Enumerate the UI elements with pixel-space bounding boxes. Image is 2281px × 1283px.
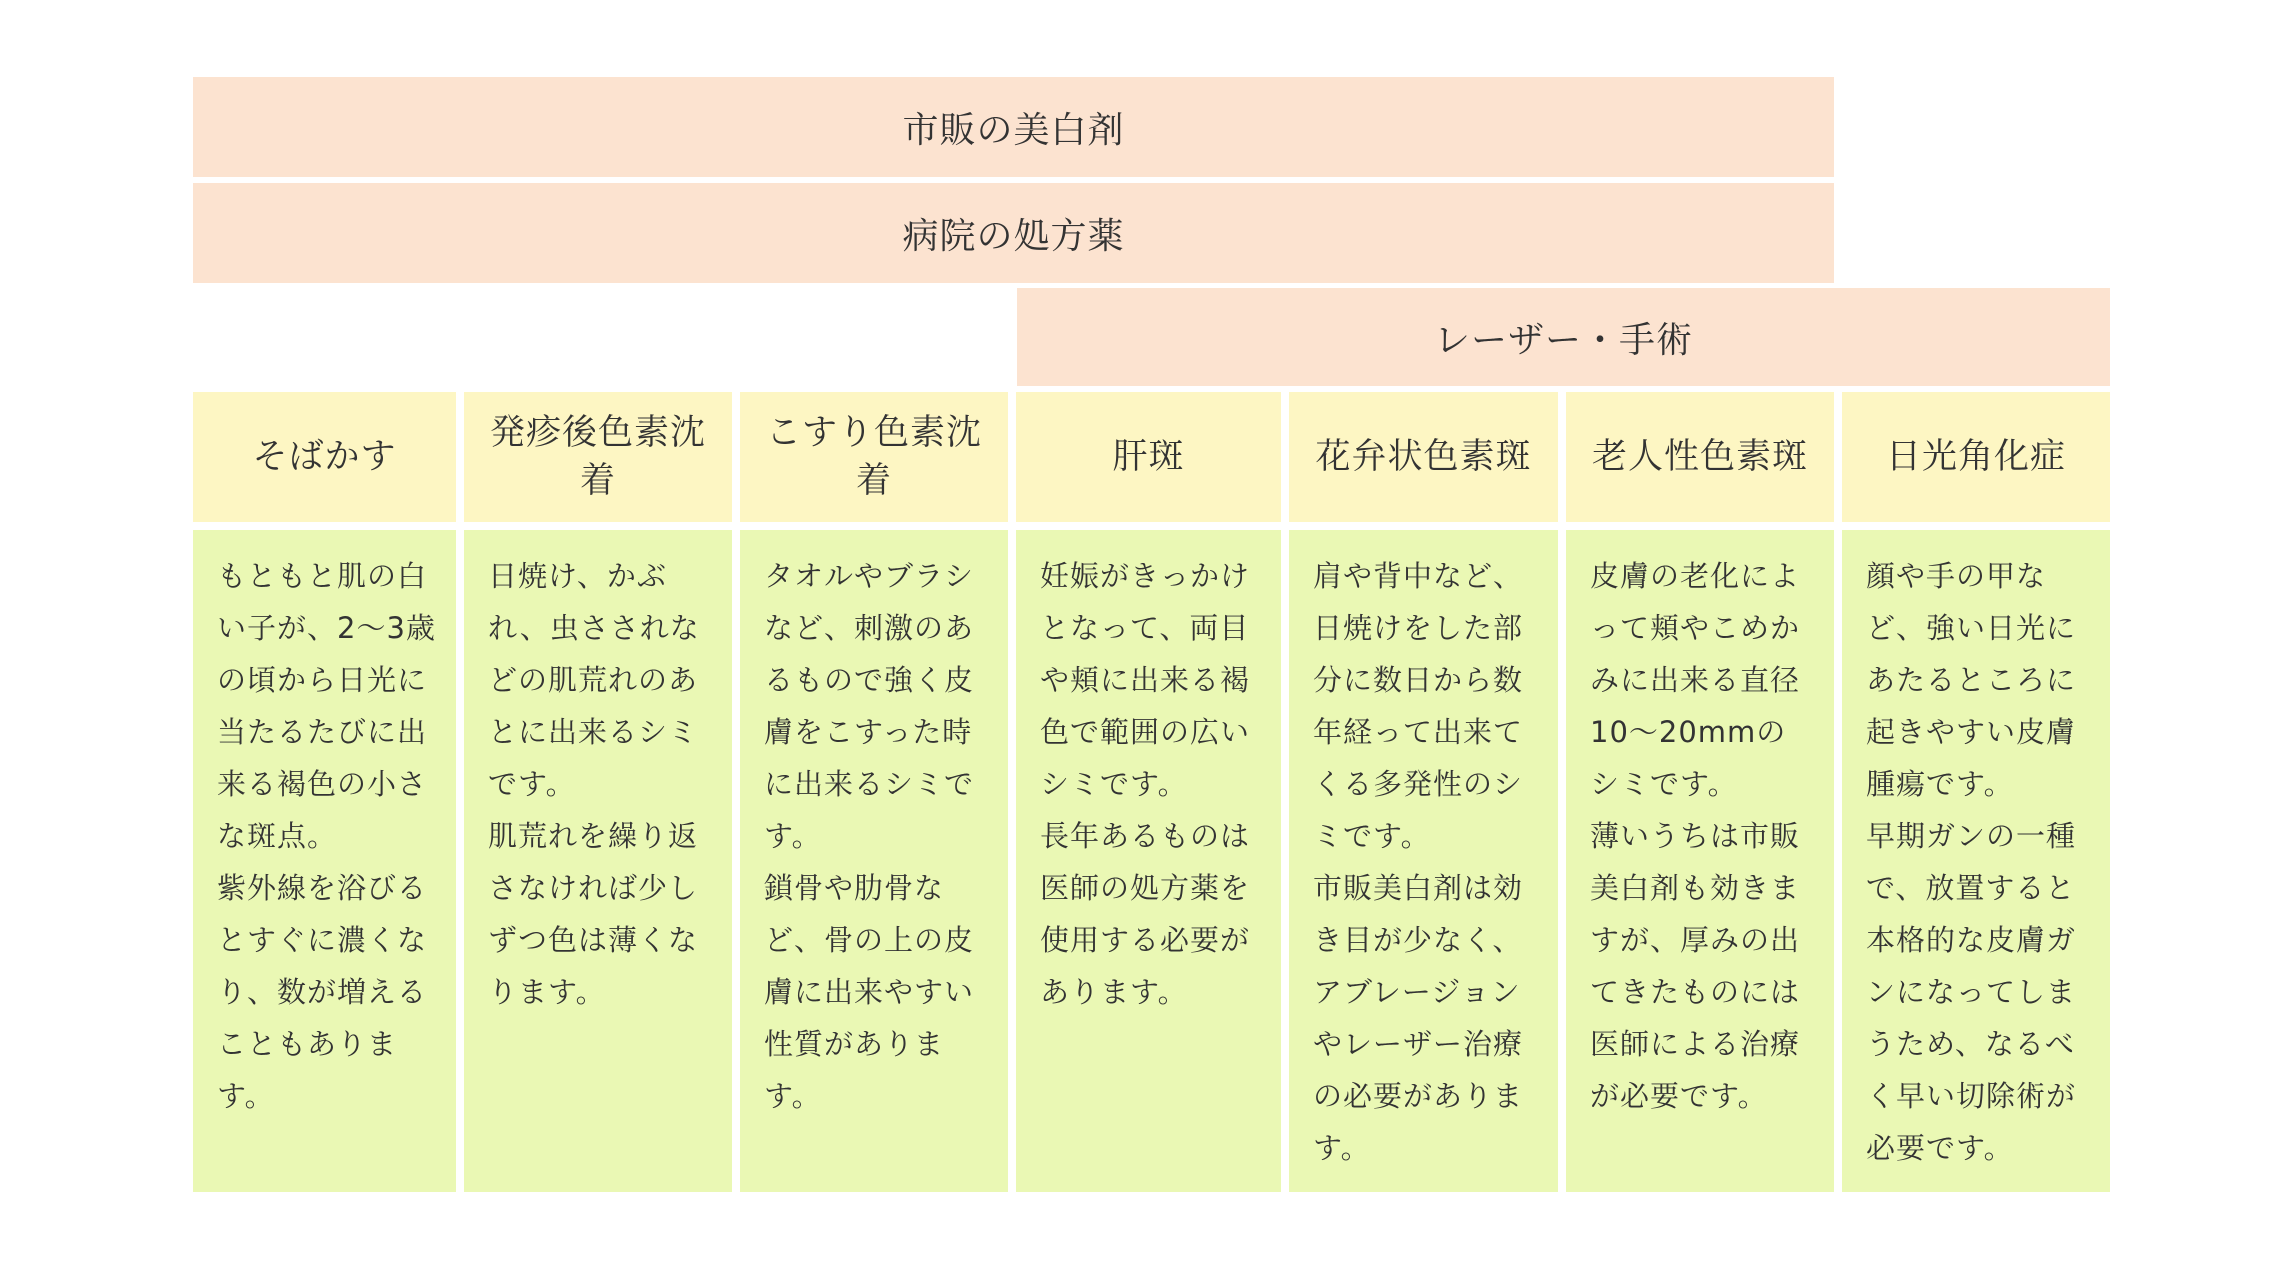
heading-post-inflammatory — [464, 392, 732, 522]
description-actinic-keratosis — [1842, 530, 2110, 1192]
description-paragraph: 市販美白剤は効き目が少なく、アブレージョンやレーザー治療の必要があります。 — [1313, 871, 1524, 1165]
description-paragraph: タオルやブラシなど、刺激のあるもので強く皮膚をこすった時に出来るシミです。 — [764, 559, 975, 853]
description-petaloid — [1289, 530, 1558, 1192]
band-otc-label: 市販の美白剤 — [902, 109, 1125, 151]
heading-freckles — [193, 392, 456, 522]
heading-melasma — [1016, 392, 1281, 522]
description-paragraph: 顔や手の甲など、強い日光にあたるところに起きやすい皮膚腫瘍です。 — [1866, 559, 2077, 801]
description-paragraph: 鎖骨や肋骨など、骨の上の皮膚に出来やすい性質があります。 — [764, 871, 975, 1113]
heading-actinic-keratosis — [1842, 392, 2110, 522]
heading-label: 花弁状色素斑 — [1315, 437, 1532, 477]
heading-label: 肝斑 — [1112, 437, 1185, 477]
description-senile-lentigo — [1566, 530, 1834, 1192]
heading-senile-lentigo — [1566, 392, 1834, 522]
band-prescription-label: 病院の処方薬 — [902, 215, 1125, 257]
description-paragraph: 肌荒れを繰り返さなければ少しずつ色は薄くなります。 — [488, 819, 699, 1009]
description-melasma — [1016, 530, 1281, 1192]
description-freckles — [193, 530, 456, 1192]
description-paragraph: 肩や背中など、日焼けをした部分に数日から数年経って出来てくる多発性のシミです。 — [1313, 559, 1524, 853]
heading-label: そばかす — [252, 437, 397, 477]
spot-types-grid — [193, 392, 2110, 1192]
description-paragraph: 日焼け、かぶれ、虫さされなどの肌荒れのあとに出来るシミです。 — [488, 559, 700, 801]
description-paragraph: 長年あるものは医師の処方薬を使用する必要があります。 — [1040, 819, 1251, 1009]
description-paragraph: 皮膚の老化によって頬やこめかみに出来る直径10〜20mmのシミです。 — [1590, 559, 1801, 801]
heading-label: 老人性色素斑 — [1591, 437, 1808, 477]
description-paragraph: 妊娠がきっかけとなって、両目や頬に出来る褐色で範囲の広いシミです。 — [1040, 559, 1251, 801]
band-otc-whitening — [193, 77, 1834, 177]
description-paragraph: 紫外線を浴びるとすぐに濃くなり、数が増えることもあります。 — [217, 871, 428, 1113]
description-paragraph: 薄いうちは市販美白剤も効きますが、厚みの出てきたものには医師による治療が必要です。 — [1590, 819, 1801, 1113]
band-prescription — [193, 183, 1834, 283]
description-post-inflammatory — [464, 530, 732, 1192]
heading-label: 日光角化症 — [1885, 437, 2066, 477]
description-paragraph: もともと肌の白い子が、2〜3歳の頃から日光に当たるたびに出来る褐色の小さな斑点。 — [217, 559, 436, 853]
description-paragraph: 早期ガンの一種で、放置すると本格的な皮膚ガンになってしまうため、なるべく早い切除術が必要です。 — [1866, 819, 2077, 1165]
heading-petaloid — [1289, 392, 1558, 522]
band-laser-label: レーザー・手術 — [1433, 319, 1693, 361]
description-friction — [740, 530, 1008, 1192]
heading-label: 発疹後色素沈着 — [489, 413, 706, 501]
heading-friction — [740, 392, 1008, 522]
band-laser-surgery — [1017, 288, 2110, 386]
heading-label: こすり色素沈着 — [765, 413, 982, 501]
